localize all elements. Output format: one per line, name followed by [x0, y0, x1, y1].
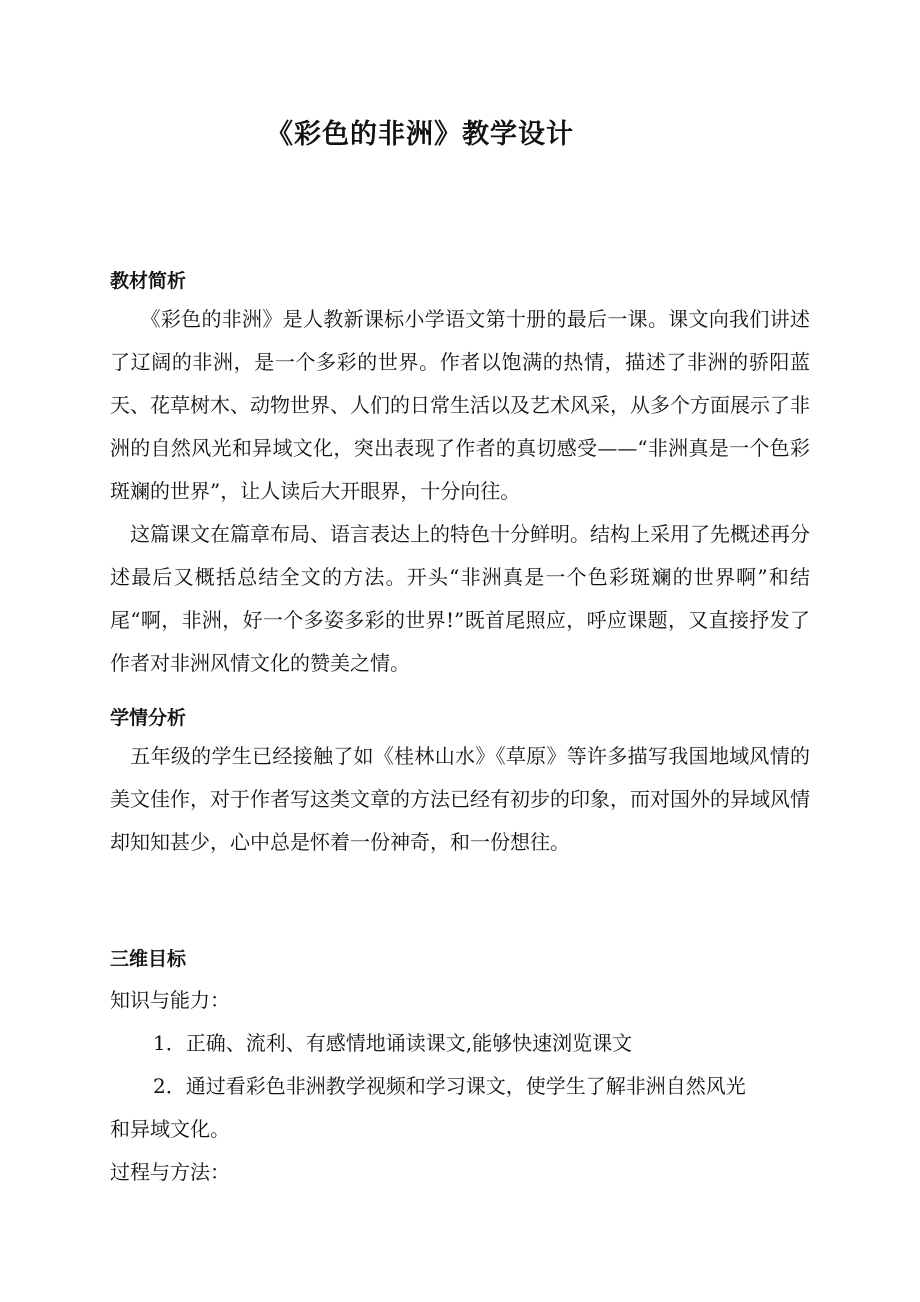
section-heading-textbook: 教材简析 — [110, 270, 187, 292]
students-paragraph-1: 五年级的学生已经接触了如《桂林山水》《草原》等许多描写我国地域风情的美文佳作，对于作者写这类文章的方法已经有初步的印象，而对国外的异域风情却知知甚少，心中总是怀着一份神奇，和一份想往。 — [110, 744, 810, 854]
goals-item-2-line-2: 和异域文化。 — [110, 1117, 230, 1141]
document-title: 《彩色的非洲》教学设计 — [266, 119, 574, 150]
goals-subheading-process: 过程与方法： — [110, 1160, 230, 1184]
goals-subheading-knowledge: 知识与能力： — [110, 988, 230, 1012]
textbook-paragraph-1: 《彩色的非洲》是人教新课标小学语文第十册的最后一课。课文向我们讲述了辽阔的非洲，是一个多彩的世界。作者以饱满的热情，描述了非洲的骄阳蓝天、花草树木、动物世界、人们的日常生活以及艺术风采，从多个方面展示了非洲的自然风光和异域文化，突出表现了作者的真切感受——“非洲真是一个色彩斑斓的世界”，让人读后大开眼界，十分向往。 — [110, 307, 810, 503]
goals-item-2-line-1: 2．通过看彩色非洲教学视频和学习课文，使学生了解非洲自然风光 — [153, 1074, 746, 1098]
textbook-paragraph-2: 这篇课文在篇章布局、语言表达上的特色十分鲜明。结构上采用了先概述再分述最后又概括总结全文的方法。开头“非洲真是一个色彩斑斓的世界啊”和结尾“啊，非洲，好一个多姿多彩的世界!”既首尾照应，呼应课题，又直接抒发了作者对非洲风情文化的赞美之情。 — [110, 522, 810, 675]
section-heading-students: 学情分析 — [110, 707, 187, 729]
section-heading-goals: 三维目标 — [110, 948, 187, 970]
goals-item-1: 1．正确、流利、有感情地诵读课文,能够快速浏览课文 — [153, 1031, 633, 1055]
